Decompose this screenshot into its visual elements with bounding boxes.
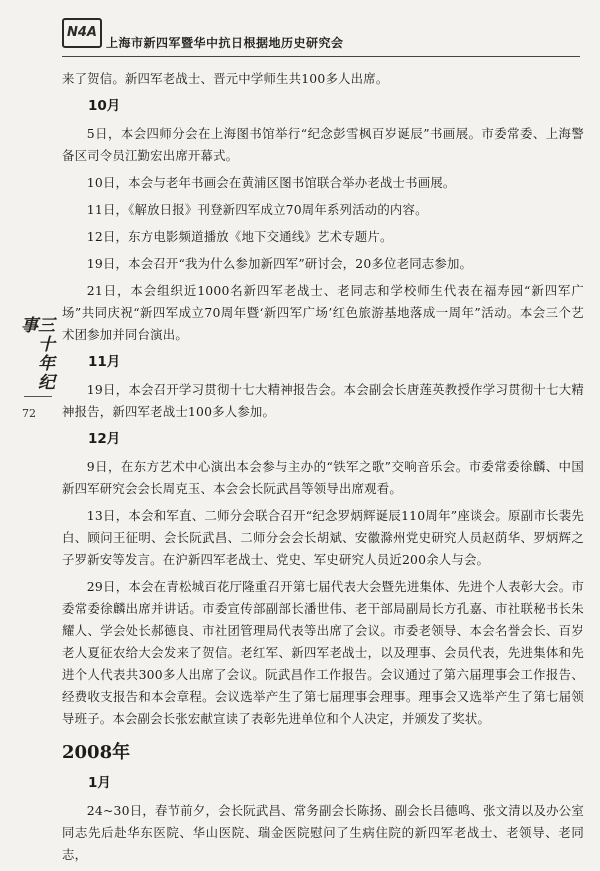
paragraph: 19日，本会召开“我为什么参加新四军”研讨会，20多位老同志参加。: [86, 256, 473, 271]
margin-annotation: 三十年纪事: [17, 316, 54, 392]
month-heading-december: 12月: [88, 431, 121, 447]
month-heading-october: 10月: [88, 98, 121, 114]
paragraph: 5日，本会四师分会在上海图书馆举行“纪念彭雪枫百岁诞辰”书画展。市委常委、上海警备区司令员江勤宏出席开幕式。: [62, 126, 584, 163]
paragraph: 9日，在东方艺术中心演出本会参与主办的“铁军之歌”交响音乐会。市委常委徐麟、中国新四军研究会会长周克玉、本会会长阮武昌等领导出席观看。: [62, 459, 584, 496]
body-text: [62, 68, 584, 871]
page-header: [62, 12, 582, 52]
paragraph: 11日，《解放日报》刊登新四军成立70周年系列活动的内容。: [86, 202, 428, 217]
year-heading-2008: 2008年: [62, 742, 131, 763]
n4a-logo: N4A: [62, 18, 102, 48]
paragraph: 13日，本会和军直、二师分会联合召开“纪念罗炳辉诞辰110周年”座谈会。原副市长裴先白、顾问王征明、会长阮武昌、二师分会会长胡斌、安徽滁州党史研究人员赵荫华、罗炳辉之子罗新安等发言。在沪新四军老战士、党史、军史研究人员近200余人与会。: [62, 508, 584, 567]
organization-title: 上海市新四军暨华中抗日根据地历史研究会: [106, 36, 344, 50]
month-heading-november: 11月: [88, 354, 121, 370]
paragraph: 10日，本会与老年书画会在黄浦区图书馆联合举办老战士书画展。: [86, 175, 456, 190]
paragraph: 24~30日，春节前夕，会长阮武昌、常务副会长陈扬、副会长吕德鸣、张文清以及办公室同志先后赴华东医院、华山医院、瑞金医院慰问了生病住院的新四军老战士、老领导、老同志，: [62, 803, 584, 862]
page-number: 72: [22, 407, 36, 420]
month-heading-january: 1月: [88, 775, 111, 791]
paragraph: 12日，东方电影频道播放《地下交通线》艺术专题片。: [86, 229, 393, 244]
margin-divider: [24, 396, 52, 397]
paragraph: 19日，本会召开学习贯彻十七大精神报告会。本会副会长唐莲英教授作学习贯彻十七大精神报告，新四军老战士100多人参加。: [62, 382, 584, 419]
paragraph: 21日，本会组织近1000名新四军老战士、老同志和学校师生代表在福寿园“新四军广场”共同庆祝“新四军成立70周年暨‘新四军广场’红色旅游基地落成一周年”活动。本会三个艺术团参加并同台演出。: [62, 283, 584, 342]
paragraph: 29日，本会在青松城百花厅隆重召开第七届代表大会暨先进集体、先进个人表彰大会。市委常委徐麟出席并讲话。市委宣传部副部长潘世伟、老干部局副局长方孔嘉、市社联秘书长朱耀人、学会处长郝德良、市社团管理局代表等出席了会议。市委老领导、本会名誉会长、百岁老人夏征农给大会发来了贺信。老红军、新四军老战士，以及理事、会员代表，先进集体和先进个人代表共300多人出席了会议。阮武昌作工作报告。会议通过了第六届理事会工作报告、经费收支报告和本会章程。会议选举产生了第七届理事会理事。理事会又选举产生了第七届领导班子。本会副会长张宏献宣读了表彰先进单位和个人决定，并颁发了奖状。: [62, 579, 584, 726]
header-divider: [62, 56, 580, 57]
paragraph: 来了贺信。新四军老战士、晋元中学师生共100多人出席。: [62, 71, 389, 86]
